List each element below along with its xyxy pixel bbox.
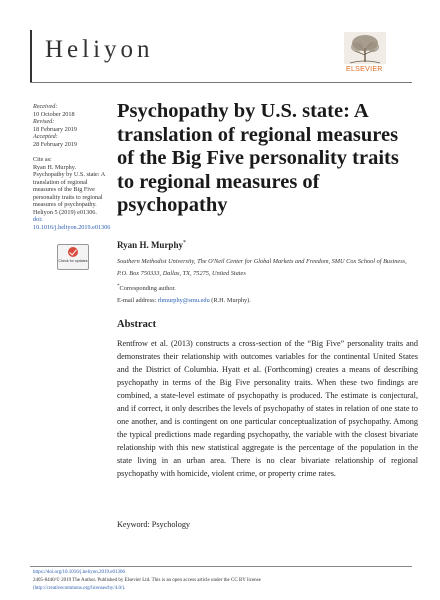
abstract-text: Rentfrow et al. (2013) constructs a cross-section of the “Big Five” personality traits and demonstrates their relationship with outcomes variables for the continental United States and the District of Columbia. Hyatt et al. (Forthcoming) creates a means of describing psychopathy in terms of the Big Five personality traits. When these two findings are combined, a state-level estimate of psychopathy is produced. The estimate is conjectural, and if correct, it only describes the levels of psychopathy of states in relation of one state to one another, and is contingent on one particular conceptualization of psychopathy. Among the typical predictions made regarding psychopathy, the variable with the closest bivariate relationship with this new statistical aggregate is the percentage of the population in the state living in an urban area. There is no clear bivariate relationship of regional psychopathy with homicide, violent crime, or property crime rates.	[117, 339, 418, 478]
keyword-label: Keyword:	[117, 520, 150, 529]
elsevier-wordmark: ELSEVIER	[346, 66, 383, 73]
check-for-updates-badge[interactable]	[57, 244, 89, 270]
corresponding-author-note	[117, 281, 417, 295]
abstract-heading: Abstract	[117, 319, 157, 330]
copyright-notice: 2405-8440/© 2019 The Author. Published by Elsevier Ltd. This is an open access article under the CC BY license	[33, 578, 261, 584]
keyword-value: Psychology	[151, 520, 191, 529]
footer	[33, 569, 413, 594]
author-name: Ryan H. Murphy	[117, 240, 183, 250]
journal-accent-bar	[30, 30, 32, 82]
license-link[interactable]: (http://creativecommons.org/licenses/by/4.0/).	[33, 586, 126, 592]
check-for-updates-label: Check for updates	[58, 259, 88, 263]
article-history-sidebar	[33, 103, 111, 231]
doi-link[interactable]: https://doi.org/10.1016/j.heliyon.2019.e01306	[33, 570, 125, 575]
revised-label: Revised:	[33, 118, 55, 125]
check-icon	[68, 247, 78, 257]
citation-doi-link[interactable]: doi: 10.1016/j.heliyon.2019.e01306	[33, 216, 111, 231]
corresponding-text: Corresponding author.	[119, 285, 176, 293]
received-label: Received:	[33, 103, 58, 110]
author-affiliation: Southern Methodist University, The O'Neil Center for Global Markets and Freedom, SMU Cox School of Business, P.O. Box 750333, Dallas, TX, 75275, United States	[117, 258, 407, 277]
author-marker: *	[182, 240, 186, 246]
author-line	[117, 240, 186, 250]
accepted-label: Accepted:	[33, 133, 58, 140]
footer-divider	[30, 566, 412, 567]
journal-name: Heliyon	[45, 36, 154, 63]
corresponding-marker: *	[117, 284, 120, 289]
citation-text: Ryan H. Murphy. Psychopathy by U.S. state: A translation of regional measures of the Big Five personality traits to regional measures of psychopathy. Heliyon 5 (2019) e01306.	[33, 163, 105, 216]
email-label: E-mail address:	[117, 296, 157, 304]
header-divider	[30, 82, 412, 83]
keyword-line	[117, 520, 190, 529]
received-date: 10 October 2018	[33, 110, 75, 118]
email-link[interactable]: rhmurphy@smu.edu	[157, 296, 210, 304]
email-suffix: (R.H. Murphy).	[211, 296, 251, 304]
revised-date: 18 February 2019	[33, 125, 77, 133]
article-title: Psychopathy by U.S. state: A translation of regional measures of the Big Five personality traits to regional measures of psychopathy	[117, 100, 399, 216]
accepted-date: 28 February 2019	[33, 140, 77, 148]
cite-as-label: Cite as:	[33, 156, 52, 163]
email-line	[117, 295, 417, 307]
correspondence-block	[117, 281, 417, 306]
